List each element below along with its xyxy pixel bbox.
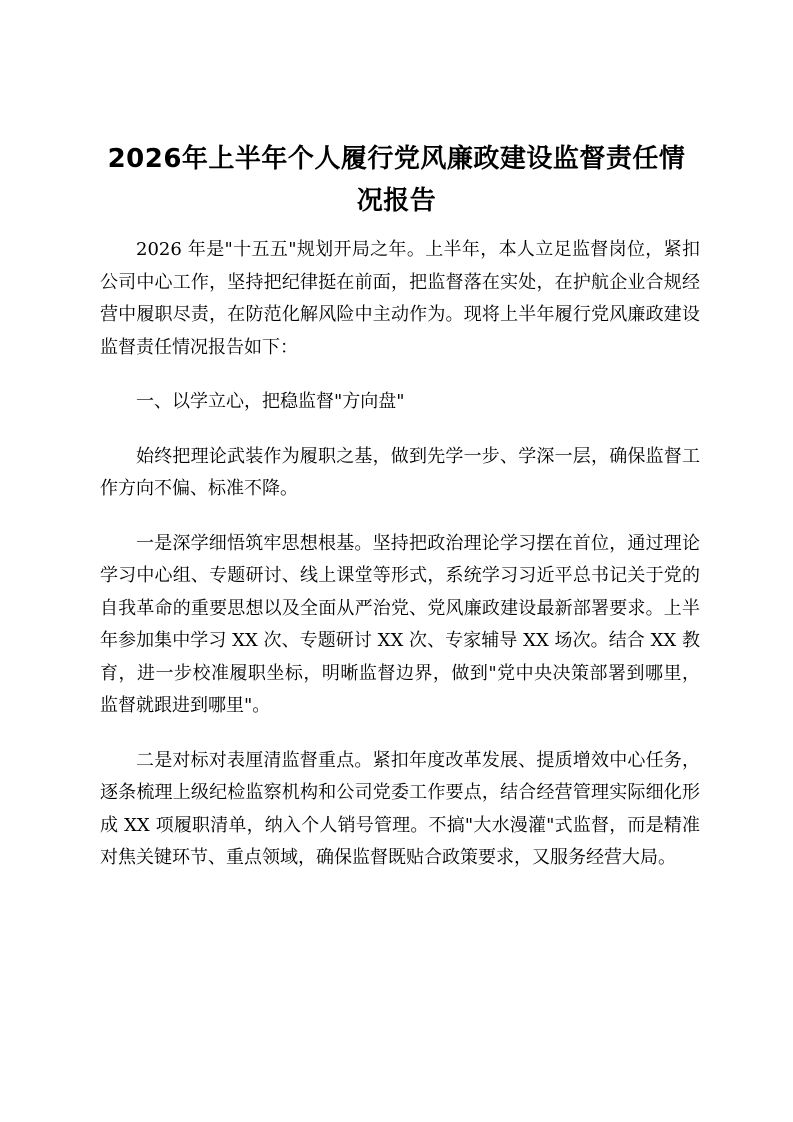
intro-paragraph: 2026 年是"十五五"规划开局之年。上半年，本人立足监督岗位，紧扣公司中心工作，坚持把纪律挺在前面，把监督落在实处，在护航企业合规经营中履职尽责，在防范化解风险中主动作为。现将上半年履行党风廉政建设监督责任情况报告如下： (100, 239, 700, 358)
document-body (100, 234, 700, 897)
section-heading-1: 一、以学立心，把稳监督"方向盘" (136, 391, 405, 412)
point-two-paragraph: 二是对标对表厘清监督重点。紧扣年度改革发展、提质增效中心任务，逐条梳理上级纪检监察机构和公司党委工作要点，结合经营管理实际细化形成 XX 项履职清单，纳入个人销号管理。不搞"大水漫灌"式监督，而是精准对焦关键环节、重点领域，确保监督既贴合政策要求，又服务经营大局。 (100, 749, 700, 868)
section-summary-paragraph: 始终把理论武装作为履职之基，做到先学一步、学深一层，确保监督工作方向不偏、标准不降。 (100, 445, 700, 499)
document-title: 2026年上半年个人履行党风廉政建设监督责任情况报告 (107, 144, 686, 216)
point-one-paragraph: 一是深学细悟筑牢思想根基。坚持把政治理论学习摆在首位，通过理论学习中心组、专题研讨、线上课堂等形式，系统学习习近平总书记关于党的自我革命的重要思想以及全面从严治党、党风廉政建设最新部署要求。上半年参加集中学习 XX 次、专题研讨 XX 次、专家辅导 XX 场次。结合 XX 教育，进一步校准履职坐标，明晰监督边界，做到"党中央决策部署到哪里，监督就跟进到哪里"。 (100, 532, 700, 716)
